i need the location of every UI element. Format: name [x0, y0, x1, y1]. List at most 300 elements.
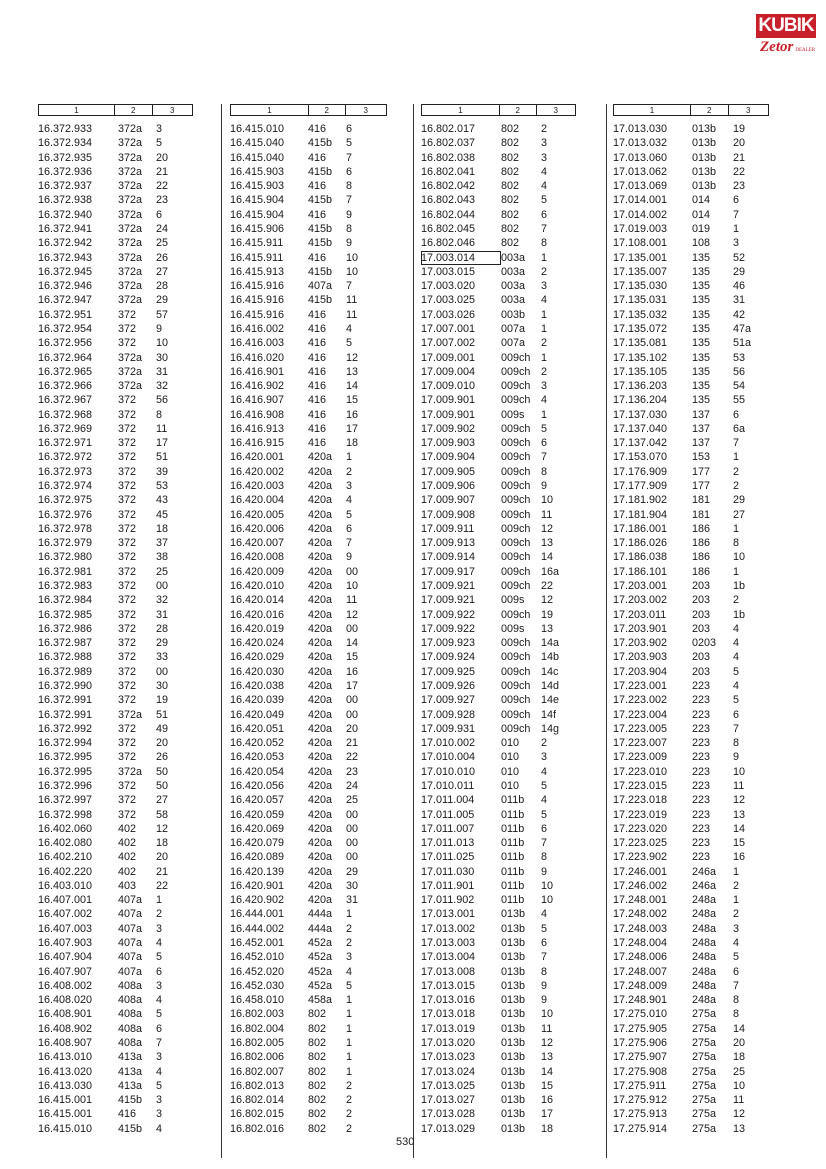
- figure-ref: 223: [692, 694, 711, 707]
- figure-ref: 372a: [118, 237, 143, 250]
- figure-ref: 013b: [692, 123, 717, 135]
- part-number: 17.275.914: [613, 1122, 668, 1135]
- table-row: [230, 493, 387, 507]
- position: 58: [156, 808, 169, 821]
- part-number: 16.415.001: [38, 1094, 93, 1107]
- table-row: [230, 936, 387, 950]
- part-number: 16.420.001: [230, 451, 285, 464]
- part-number: 16.372.940: [38, 208, 93, 221]
- position: 8: [541, 237, 548, 250]
- part-number: 16.802.016: [230, 1122, 285, 1135]
- logo-sub: Zetor DEALER: [760, 39, 816, 55]
- figure-ref: 416: [308, 251, 327, 264]
- figure-ref: 415b: [308, 237, 333, 250]
- position: 11: [156, 422, 168, 435]
- position: 10: [541, 894, 554, 907]
- position: 12: [733, 1108, 746, 1121]
- position: 2: [346, 465, 353, 478]
- position: 1: [541, 351, 548, 364]
- position: 3: [346, 480, 353, 493]
- position: 14e: [541, 694, 560, 707]
- figure-ref: 372: [118, 637, 137, 650]
- part-number: 17.014.001: [613, 194, 668, 207]
- table-row: [613, 622, 773, 636]
- position: 10: [541, 494, 554, 507]
- position: 5: [346, 137, 353, 150]
- figure-ref: 010: [501, 751, 520, 764]
- part-number: 16.420.057: [230, 794, 285, 807]
- position: 19: [733, 123, 746, 135]
- figure-ref: 019: [692, 222, 711, 235]
- figure-ref: 416: [308, 337, 327, 350]
- figure-ref: 223: [692, 794, 711, 807]
- part-number: 17.011.004: [421, 794, 475, 807]
- part-number: 17.009.922: [421, 622, 476, 635]
- position: 15: [541, 1079, 554, 1092]
- part-number: 17.223.015: [613, 779, 668, 792]
- part-number: 17.013.008: [421, 965, 476, 978]
- table-row: [38, 593, 196, 607]
- figure-ref: 009s: [501, 594, 525, 607]
- figure-ref: 372: [118, 565, 137, 578]
- figure-ref: 013b: [501, 1079, 526, 1092]
- figure-ref: 372a: [118, 765, 143, 778]
- position: 5: [733, 665, 740, 678]
- table-row: [230, 793, 387, 807]
- table-row: [230, 679, 387, 693]
- part-number: 16.372.991: [38, 694, 93, 707]
- figure-ref: 402: [118, 837, 137, 850]
- table-row: [38, 222, 196, 236]
- part-number: 17.248.002: [613, 908, 668, 921]
- figure-ref: 203: [692, 665, 711, 678]
- figure-ref: 181: [692, 508, 711, 521]
- part-number: 16.420.019: [230, 622, 285, 635]
- position: 8: [346, 180, 353, 193]
- part-number: 17.011.901: [421, 879, 475, 892]
- table-row: [613, 379, 773, 393]
- part-number: 17.203.903: [613, 651, 668, 664]
- figure-ref: 246a: [692, 865, 717, 878]
- figure-ref: 372: [118, 451, 137, 464]
- table-row: [38, 907, 196, 921]
- part-number: 17.013.020: [421, 1037, 476, 1049]
- figure-ref: 420a: [308, 594, 333, 607]
- table-row: [613, 293, 773, 307]
- position: 2: [346, 1108, 353, 1121]
- figure-ref: 372: [118, 794, 137, 807]
- position: 25: [733, 1065, 746, 1078]
- figure-ref: 416: [308, 208, 327, 221]
- figure-ref: 013b: [501, 1065, 526, 1078]
- part-number: 16.372.941: [38, 222, 93, 235]
- part-number: 17.223.004: [613, 708, 668, 721]
- table-row: [421, 722, 581, 736]
- table-row: [38, 365, 196, 379]
- position: 1: [733, 865, 740, 878]
- figure-ref: 802: [308, 1094, 327, 1107]
- position: 10: [346, 251, 359, 264]
- position: 6: [156, 1022, 163, 1035]
- figure-ref: 009ch: [501, 365, 531, 378]
- position: 3: [156, 123, 163, 135]
- part-number: 17.248.003: [613, 922, 668, 935]
- header-cell-1: 1: [231, 105, 309, 115]
- part-number: 17.009.001: [421, 351, 476, 364]
- parts-column-1: [38, 104, 196, 1136]
- position: 1b: [733, 608, 746, 621]
- figure-ref: 452a: [308, 937, 333, 950]
- figure-ref: 009ch: [501, 537, 531, 550]
- part-number: 17.186.001: [613, 522, 668, 535]
- part-number: 16.802.017: [421, 123, 476, 135]
- table-row: [230, 508, 387, 522]
- table-row: [421, 922, 581, 936]
- table-row: [230, 708, 387, 722]
- position: 8: [156, 408, 163, 421]
- figure-ref: 009ch: [501, 708, 531, 721]
- table-row: [38, 722, 196, 736]
- position: 5: [346, 337, 353, 350]
- figure-ref: 372: [118, 337, 137, 350]
- figure-ref: 444a: [308, 908, 333, 921]
- position: 5: [156, 951, 163, 964]
- position: 27: [156, 265, 169, 278]
- part-number: 16.372.947: [38, 294, 93, 307]
- position: 24: [156, 222, 169, 235]
- figure-ref: 420a: [308, 894, 333, 907]
- part-number: 16.802.044: [421, 208, 476, 221]
- figure-ref: 413a: [118, 1065, 143, 1078]
- figure-ref: 013b: [501, 1051, 526, 1064]
- figure-ref: 420a: [308, 508, 333, 521]
- figure-ref: 420a: [308, 737, 333, 750]
- figure-ref: 403: [118, 879, 137, 892]
- figure-ref: 003a: [501, 294, 526, 307]
- position: 2: [346, 922, 353, 935]
- table-row: [38, 893, 196, 907]
- table-row: [421, 1093, 581, 1107]
- position: 3: [541, 137, 548, 150]
- part-number: 17.003.025: [421, 294, 476, 307]
- part-number: 17.275.010: [613, 1008, 668, 1021]
- header-cell-1: 1: [614, 105, 691, 115]
- figure-ref: 013b: [501, 1037, 526, 1049]
- position: 14: [346, 637, 359, 650]
- position: 11: [346, 294, 358, 307]
- figure-ref: 416: [308, 151, 327, 164]
- part-number: 16.802.006: [230, 1051, 285, 1064]
- part-number: 17.135.030: [613, 280, 668, 293]
- figure-ref: 416: [308, 380, 327, 393]
- table-row: [613, 1007, 773, 1021]
- part-number: 16.420.014: [230, 594, 285, 607]
- part-number: 17.013.029: [421, 1122, 476, 1135]
- figure-ref: 009ch: [501, 380, 531, 393]
- table-row: [38, 493, 196, 507]
- part-number: 16.407.903: [38, 937, 93, 950]
- figure-ref: 011b: [501, 851, 525, 864]
- position: 4: [541, 165, 548, 178]
- table-row: [38, 136, 196, 150]
- position: 10: [156, 337, 169, 350]
- position: 29: [156, 637, 169, 650]
- part-number: 17.003.014: [421, 251, 501, 265]
- part-number: 17.135.105: [613, 365, 668, 378]
- position: 29: [733, 265, 746, 278]
- part-number: 17.136.203: [613, 380, 668, 393]
- position: 00: [346, 694, 359, 707]
- figure-ref: 408a: [118, 979, 143, 992]
- figure-ref: 013b: [501, 1094, 526, 1107]
- part-number: 16.802.043: [421, 194, 476, 207]
- figure-ref: 372a: [118, 708, 143, 721]
- part-number: 17.007.001: [421, 322, 476, 335]
- page-number: 530: [396, 1136, 415, 1148]
- position: 6: [346, 165, 353, 178]
- figure-ref: 420a: [308, 480, 333, 493]
- table-row: [38, 650, 196, 664]
- position: 13: [733, 1122, 746, 1135]
- table-row: [421, 708, 581, 722]
- table-row: [421, 593, 581, 607]
- figure-ref: 135: [692, 294, 711, 307]
- figure-ref: 013b: [501, 979, 526, 992]
- position: 29: [733, 494, 746, 507]
- figure-ref: 248a: [692, 908, 717, 921]
- figure-ref: 011b: [501, 808, 525, 821]
- part-number: 17.223.010: [613, 765, 668, 778]
- figure-ref: 420a: [308, 808, 333, 821]
- figure-ref: 413a: [118, 1051, 143, 1064]
- table-row: [38, 736, 196, 750]
- position: 10: [541, 879, 554, 892]
- position: 13: [346, 365, 359, 378]
- figure-ref: 275a: [692, 1122, 717, 1135]
- position: 00: [346, 851, 359, 864]
- part-number: 17.186.101: [613, 565, 668, 578]
- position: 7: [541, 451, 548, 464]
- table-row: [230, 779, 387, 793]
- figure-ref: 372: [118, 751, 137, 764]
- table-row: [613, 579, 773, 593]
- part-number: 16.452.020: [230, 965, 285, 978]
- figure-ref: 203: [692, 580, 711, 592]
- part-number: 16.372.994: [38, 737, 93, 750]
- figure-ref: 011b: [501, 894, 525, 907]
- part-number: 16.372.995: [38, 751, 93, 764]
- figure-ref: 420a: [308, 679, 333, 692]
- figure-ref: 135: [692, 308, 711, 321]
- table-row: [421, 251, 581, 265]
- table-row: [230, 408, 387, 422]
- figure-ref: 248a: [692, 937, 717, 950]
- part-number: 16.802.041: [421, 165, 476, 178]
- table-row: [613, 1050, 773, 1064]
- position: 8: [733, 994, 740, 1007]
- part-number: 16.415.916: [230, 308, 285, 321]
- table-row: [421, 179, 581, 193]
- table-row: [38, 508, 196, 522]
- part-number: 16.372.981: [38, 565, 93, 578]
- part-number: 16.408.901: [38, 1008, 93, 1021]
- figure-ref: 415b: [308, 194, 333, 207]
- part-number: 16.420.079: [230, 837, 285, 850]
- figure-ref: 802: [308, 1008, 327, 1021]
- position: 12: [541, 594, 554, 607]
- part-number: 17.019.003: [613, 222, 668, 235]
- figure-ref: 009ch: [501, 451, 531, 464]
- position: 5: [346, 979, 353, 992]
- table-row: [38, 708, 196, 722]
- part-number: 17.009.903: [421, 437, 476, 450]
- position: 5: [346, 508, 353, 521]
- table-row: [230, 736, 387, 750]
- figure-ref: 372a: [118, 165, 143, 178]
- figure-ref: 802: [501, 123, 520, 135]
- table-row: [421, 336, 581, 350]
- figure-ref: 415b: [308, 137, 333, 150]
- part-number: 16.802.007: [230, 1065, 285, 1078]
- figure-ref: 013b: [692, 137, 717, 150]
- position: 6: [541, 208, 548, 221]
- position: 14f: [541, 708, 557, 721]
- position: 4: [346, 965, 353, 978]
- figure-ref: 407a: [118, 965, 143, 978]
- figure-ref: 407a: [118, 937, 143, 950]
- position: 9: [541, 865, 548, 878]
- part-number: 17.275.907: [613, 1051, 668, 1064]
- figure-ref: 009ch: [501, 522, 531, 535]
- position: 37: [156, 537, 169, 550]
- part-number: 16.415.903: [230, 180, 285, 193]
- table-row: [421, 950, 581, 964]
- table-row: [230, 536, 387, 550]
- position: 16: [346, 665, 359, 678]
- table-row: [38, 536, 196, 550]
- figure-ref: 013b: [692, 151, 717, 164]
- figure-ref: 408a: [118, 994, 143, 1007]
- part-number: 16.413.020: [38, 1065, 93, 1078]
- figure-ref: 420a: [308, 580, 333, 592]
- position: 1: [733, 451, 740, 464]
- part-number: 16.415.010: [230, 123, 285, 135]
- table-row: [421, 351, 581, 365]
- figure-ref: 013b: [501, 1122, 526, 1135]
- column-header: [38, 104, 193, 116]
- figure-ref: 372a: [118, 151, 143, 164]
- position: 6: [733, 965, 740, 978]
- part-number: 16.372.974: [38, 480, 93, 493]
- position: 2: [541, 337, 548, 350]
- position: 6: [346, 522, 353, 535]
- part-number: 17.013.025: [421, 1079, 476, 1092]
- position: 17: [541, 1108, 554, 1121]
- figure-ref: 014: [692, 208, 711, 221]
- table-row: [421, 993, 581, 1007]
- position: 53: [733, 351, 746, 364]
- part-number: 16.444.001: [230, 908, 285, 921]
- table-row: [613, 550, 773, 564]
- figure-ref: 013b: [501, 951, 526, 964]
- table-row: [613, 408, 773, 422]
- position: 1: [346, 1022, 353, 1035]
- position: 3: [156, 1051, 163, 1064]
- position: 43: [156, 494, 169, 507]
- table-row: [230, 822, 387, 836]
- part-number: 17.003.015: [421, 265, 476, 278]
- table-row: [613, 179, 773, 193]
- table-row: [613, 865, 773, 879]
- part-number: 17.013.032: [613, 137, 668, 150]
- position: 10: [733, 551, 746, 564]
- table-row: [421, 836, 581, 850]
- table-row: [421, 679, 581, 693]
- part-number: 17.203.904: [613, 665, 668, 678]
- figure-ref: 009ch: [501, 665, 531, 678]
- table-row: [613, 165, 773, 179]
- position: 39: [156, 465, 169, 478]
- figure-ref: 248a: [692, 894, 717, 907]
- part-number: 16.372.990: [38, 679, 93, 692]
- figure-ref: 402: [118, 851, 137, 864]
- table-row: [38, 308, 196, 322]
- table-row: [421, 850, 581, 864]
- part-number: 17.248.007: [613, 965, 668, 978]
- position: 24: [346, 779, 359, 792]
- part-number: 17.007.002: [421, 337, 476, 350]
- table-row: [38, 479, 196, 493]
- table-row: [613, 251, 773, 265]
- position: 49: [156, 722, 169, 735]
- figure-ref: 013b: [501, 965, 526, 978]
- figure-ref: 275a: [692, 1037, 717, 1049]
- figure-ref: 137: [692, 437, 711, 450]
- position: 4: [541, 908, 548, 921]
- part-number: 17.003.026: [421, 308, 476, 321]
- table-row: [38, 1079, 196, 1093]
- part-number: 17.014.002: [613, 208, 668, 221]
- position: 7: [541, 837, 548, 850]
- table-row: [230, 750, 387, 764]
- position: 23: [733, 180, 746, 193]
- figure-ref: 009ch: [501, 422, 531, 435]
- table-row: [230, 1022, 387, 1036]
- table-row: [613, 208, 773, 222]
- part-number: 17.223.009: [613, 751, 668, 764]
- table-row: [230, 608, 387, 622]
- figure-ref: 013b: [501, 1022, 526, 1035]
- table-row: [230, 393, 387, 407]
- part-number: 17.011.030: [421, 865, 475, 878]
- table-row: [613, 479, 773, 493]
- position: 14: [541, 551, 554, 564]
- table-row: [421, 579, 581, 593]
- part-number: 16.372.975: [38, 494, 93, 507]
- figure-ref: 275a: [692, 1065, 717, 1078]
- figure-ref: 416: [118, 1108, 137, 1121]
- table-row: [613, 465, 773, 479]
- position: 22: [733, 165, 746, 178]
- part-number: 17.275.912: [613, 1094, 668, 1107]
- position: 17: [346, 679, 359, 692]
- figure-ref: 407a: [118, 908, 143, 921]
- part-number: 16.420.902: [230, 894, 285, 907]
- part-number: 16.420.030: [230, 665, 285, 678]
- part-number: 16.420.051: [230, 722, 285, 735]
- figure-ref: 186: [692, 551, 711, 564]
- part-number: 17.009.911: [421, 522, 475, 535]
